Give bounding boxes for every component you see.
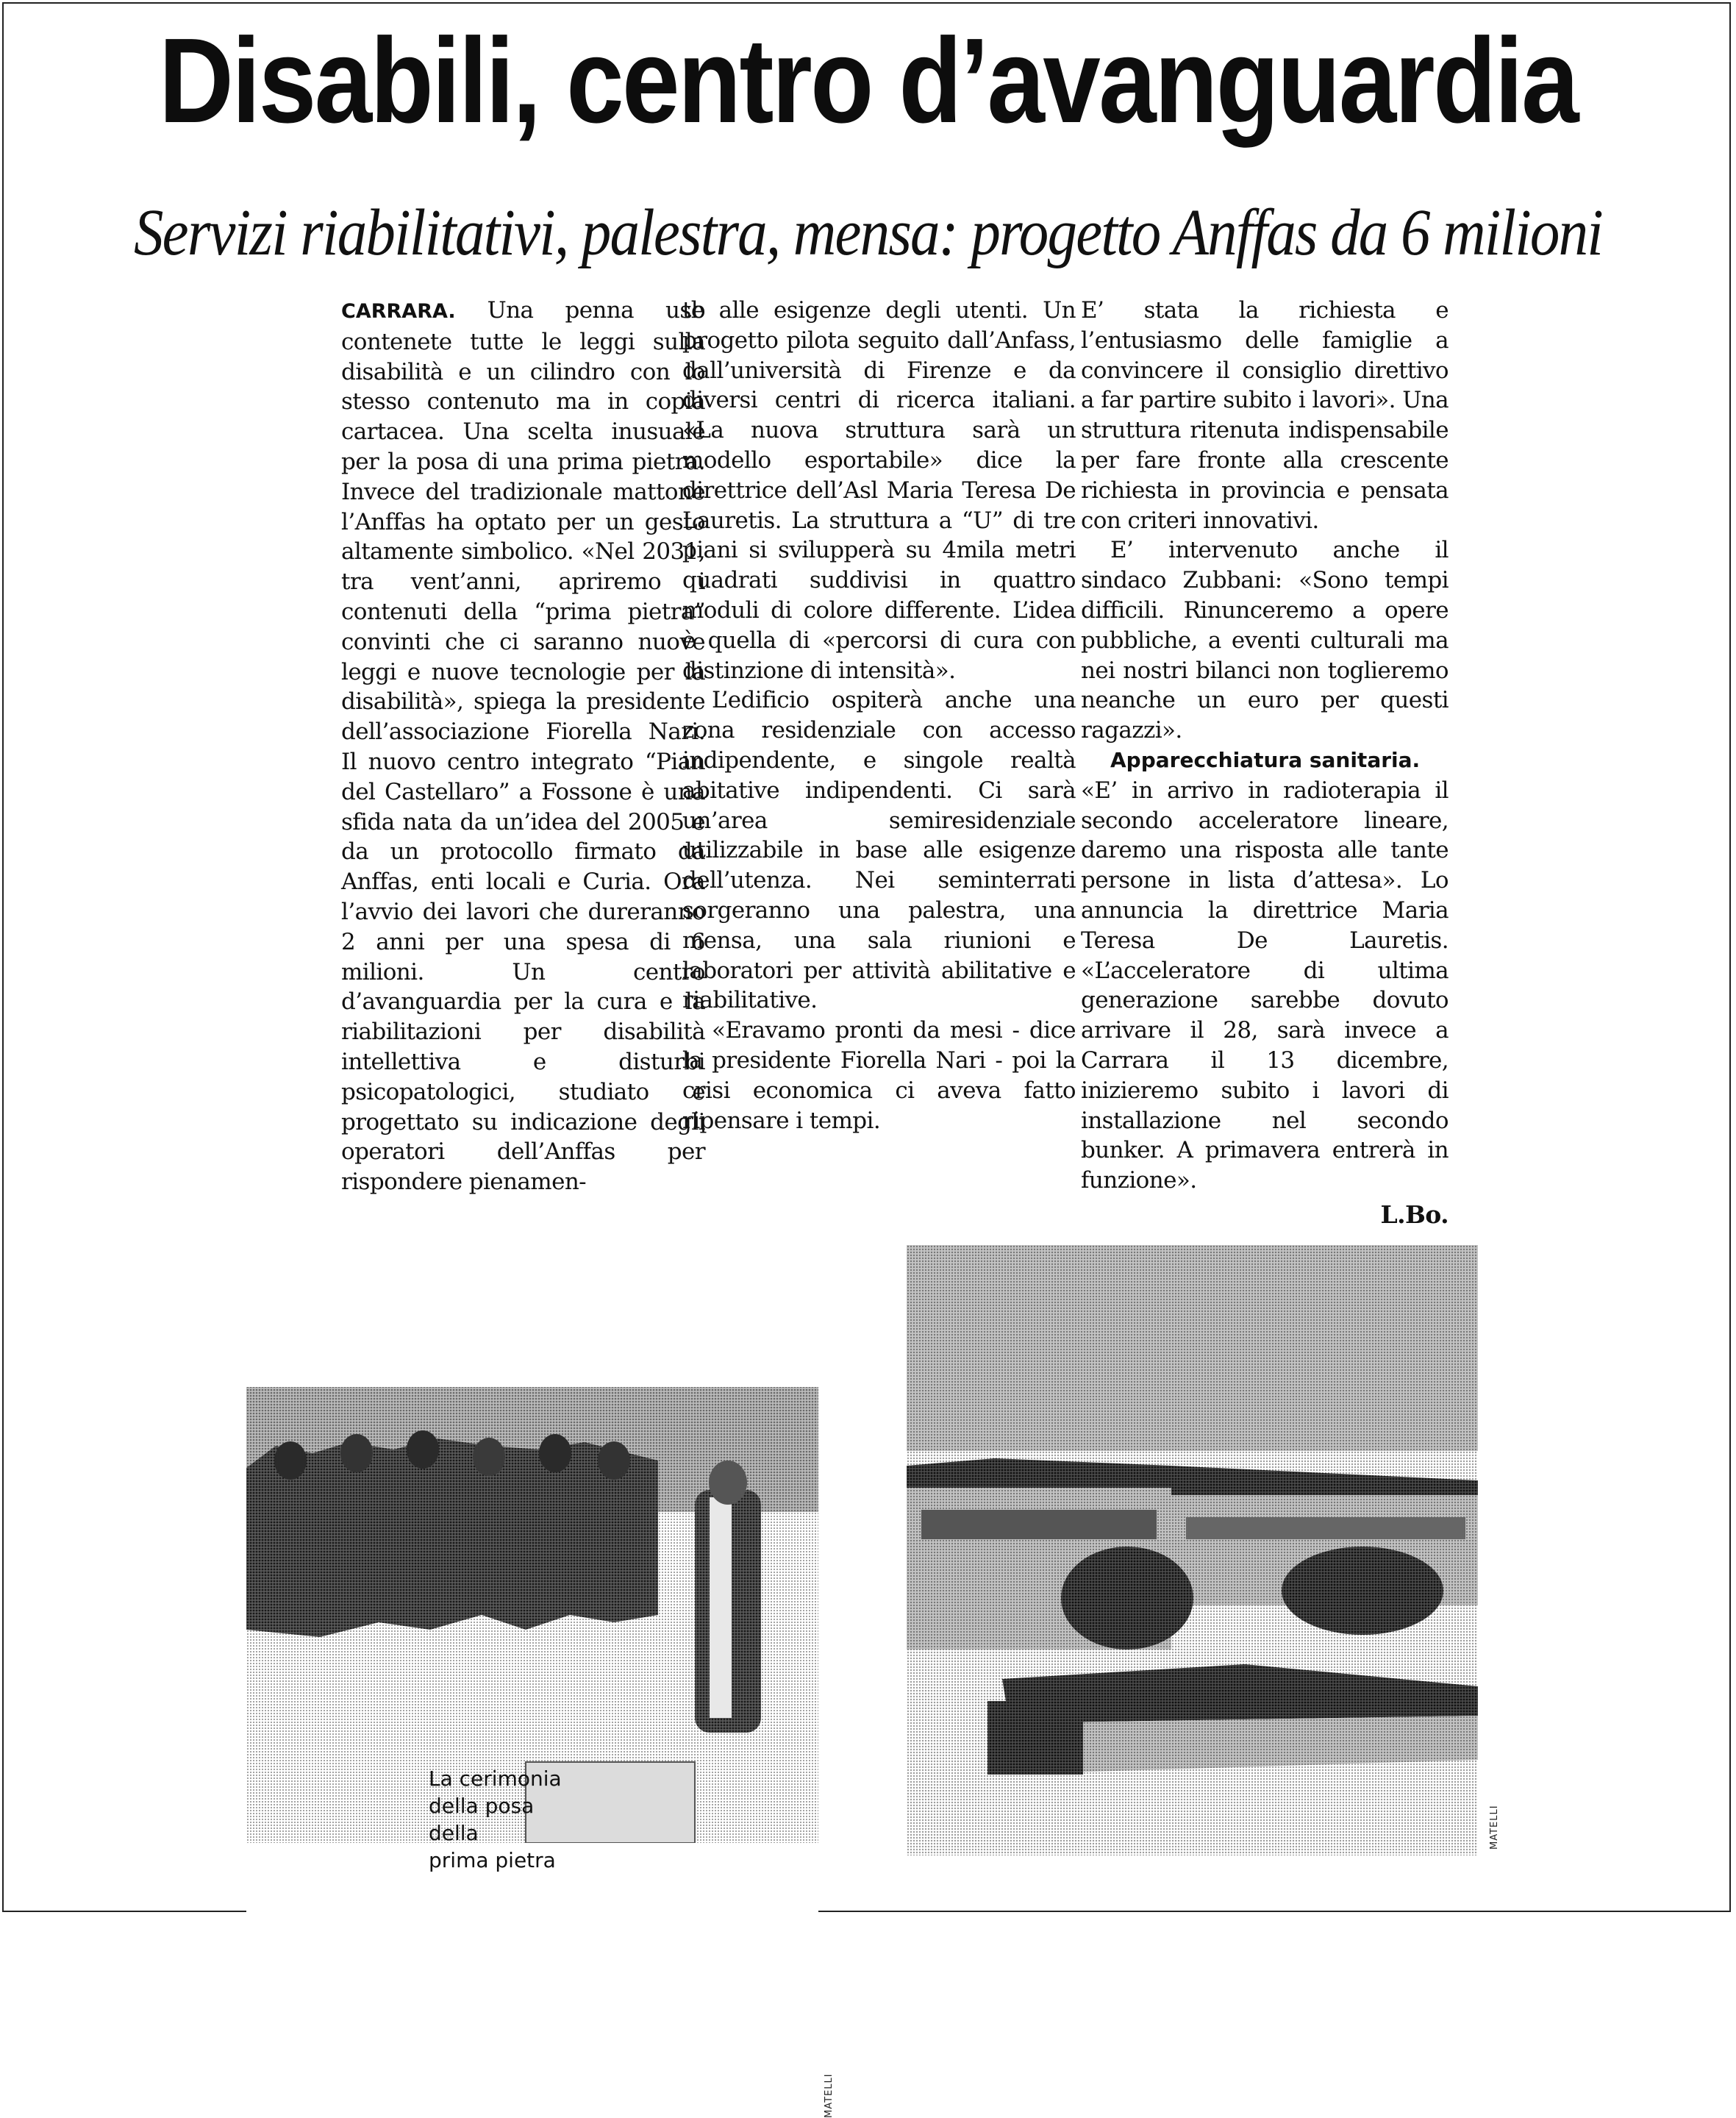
- subheadline: Servizi riabilitativi, palestra, mensa: progetto Anffas da 6 milioni: [133, 196, 1603, 269]
- paragraph: E’ intervenuto anche il sindaco Zubbani: «Sono tempi difficili. Rinunceremo a opere pubbliche, a eventi culturali ma nei nostri bilanci non toglieremo neanche un euro per questi ragazzi».: [1081, 537, 1449, 744]
- paragraph: te alle esigenze degli utenti. Un progetto pilota seguito dall’Anfass, dall’università di Firenze e da diversi centri di ricerca italiani. «La nuova struttura sarà un modello esportabile» dice la direttrice dell’Asl Maria Teresa De Lauretis. La struttura a “U” di tre piani si svilupperà su 4mila metri quadrati suddivisi in quattro moduli di colore differente. L’idea è quella di «percorsi di cura con distinzione di intensità».: [682, 297, 1076, 684]
- paragraph: «E’ in arrivo in radioterapia il secondo acceleratore lineare, daremo una risposta alle tante persone in lista d’attesa». Lo annuncia la direttrice Maria Teresa De Lauretis. «L’acceleratore di ultima generazione sarebbe dovuto arrivare il 28, sarà invece a Carrara il 13 dicembre, inizieremo subito i lavori di installazione nel secondo bunker. A primavera entrerà in funzione».: [1081, 777, 1449, 1194]
- caption-line: della: [429, 1821, 479, 1845]
- caption-line: della posa: [429, 1794, 535, 1818]
- caption-line: prima pietra: [429, 1848, 556, 1872]
- article-column-2: [682, 296, 1076, 1135]
- building-photo: [907, 1245, 1478, 1855]
- byline: L.Bo.: [1380, 1199, 1449, 1229]
- photo-credit: MATELLI: [1489, 1805, 1500, 1850]
- dateline-kicker: CARRARA.: [341, 300, 456, 323]
- article-column-1: [312, 296, 705, 1197]
- caption-line: La cerimonia: [429, 1766, 562, 1791]
- article-column-3: [1081, 296, 1449, 1230]
- paragraph: L’edificio ospiterà anche una zona residenziale con accesso indipendente, e singole realtà abitative indipendenti. Ci sarà un’area semiresidenziale utilizzabile in base alle esigenze dell’utenza. Nei seminterrati sorgeranno una palestra, una mensa, una sala riunioni e laboratori per attività abilitative e riabilitative.: [682, 687, 1076, 1014]
- paragraph: «Eravamo pronti da mesi - dice la presidente Fiorella Nari - poi la crisi economica ci aveva fatto ripensare i tempi.: [682, 1017, 1076, 1134]
- ceremony-photo: [246, 1306, 818, 2110]
- photo-credit: MATELLI: [824, 2073, 835, 2118]
- paragraph-text: Una penna usb contenete tutte le leggi sulla disabilità e un cilindro con lo stesso contenuto ma in copia cartacea. Una scelta inusuale per la posa di una prima pietra. Invece del tradizionale mattone l’Anffas ha optato per un gesto altamente simbolico. «Nel 2031, tra vent’anni, apriremo i contenuti della “prima pietra” convinti che ci saranno nuove leggi e nuove tecnologie per la disabilità», spiega la presidente dell’associazione Fiorella Nari. Il nuovo centro integrato “Pian del Castellaro” a Fossone è una sfida nata da un’idea del 2005 e da un protocollo firmato da Anffas, enti locali e Curia. Ora l’avvio dei lavori che dureranno 2 anni per una spesa di 6 milioni. Un centro d’avanguardia per la cura e la riabilitazioni per disabilità intellettiva e disturbi psicopatologici, studiato e progettato su indicazione degli operatori dell’Anffas per rispondere pienamen-: [341, 297, 705, 1196]
- section-subhead: Apparecchiatura sanitaria.: [1110, 747, 1421, 772]
- headline: Disabili, centro d’avanguardia: [158, 13, 1578, 148]
- photo-caption: [429, 1765, 605, 1874]
- paragraph: E’ stata la richiesta e l’entusiasmo delle famiglie a convincere il consiglio direttivo a far partire subito i lavori». Una struttura ritenuta indispensabile per fare fronte alla crescente richiesta in provincia e pensata con criteri innovativi.: [1081, 297, 1449, 534]
- paragraph: [312, 296, 705, 1197]
